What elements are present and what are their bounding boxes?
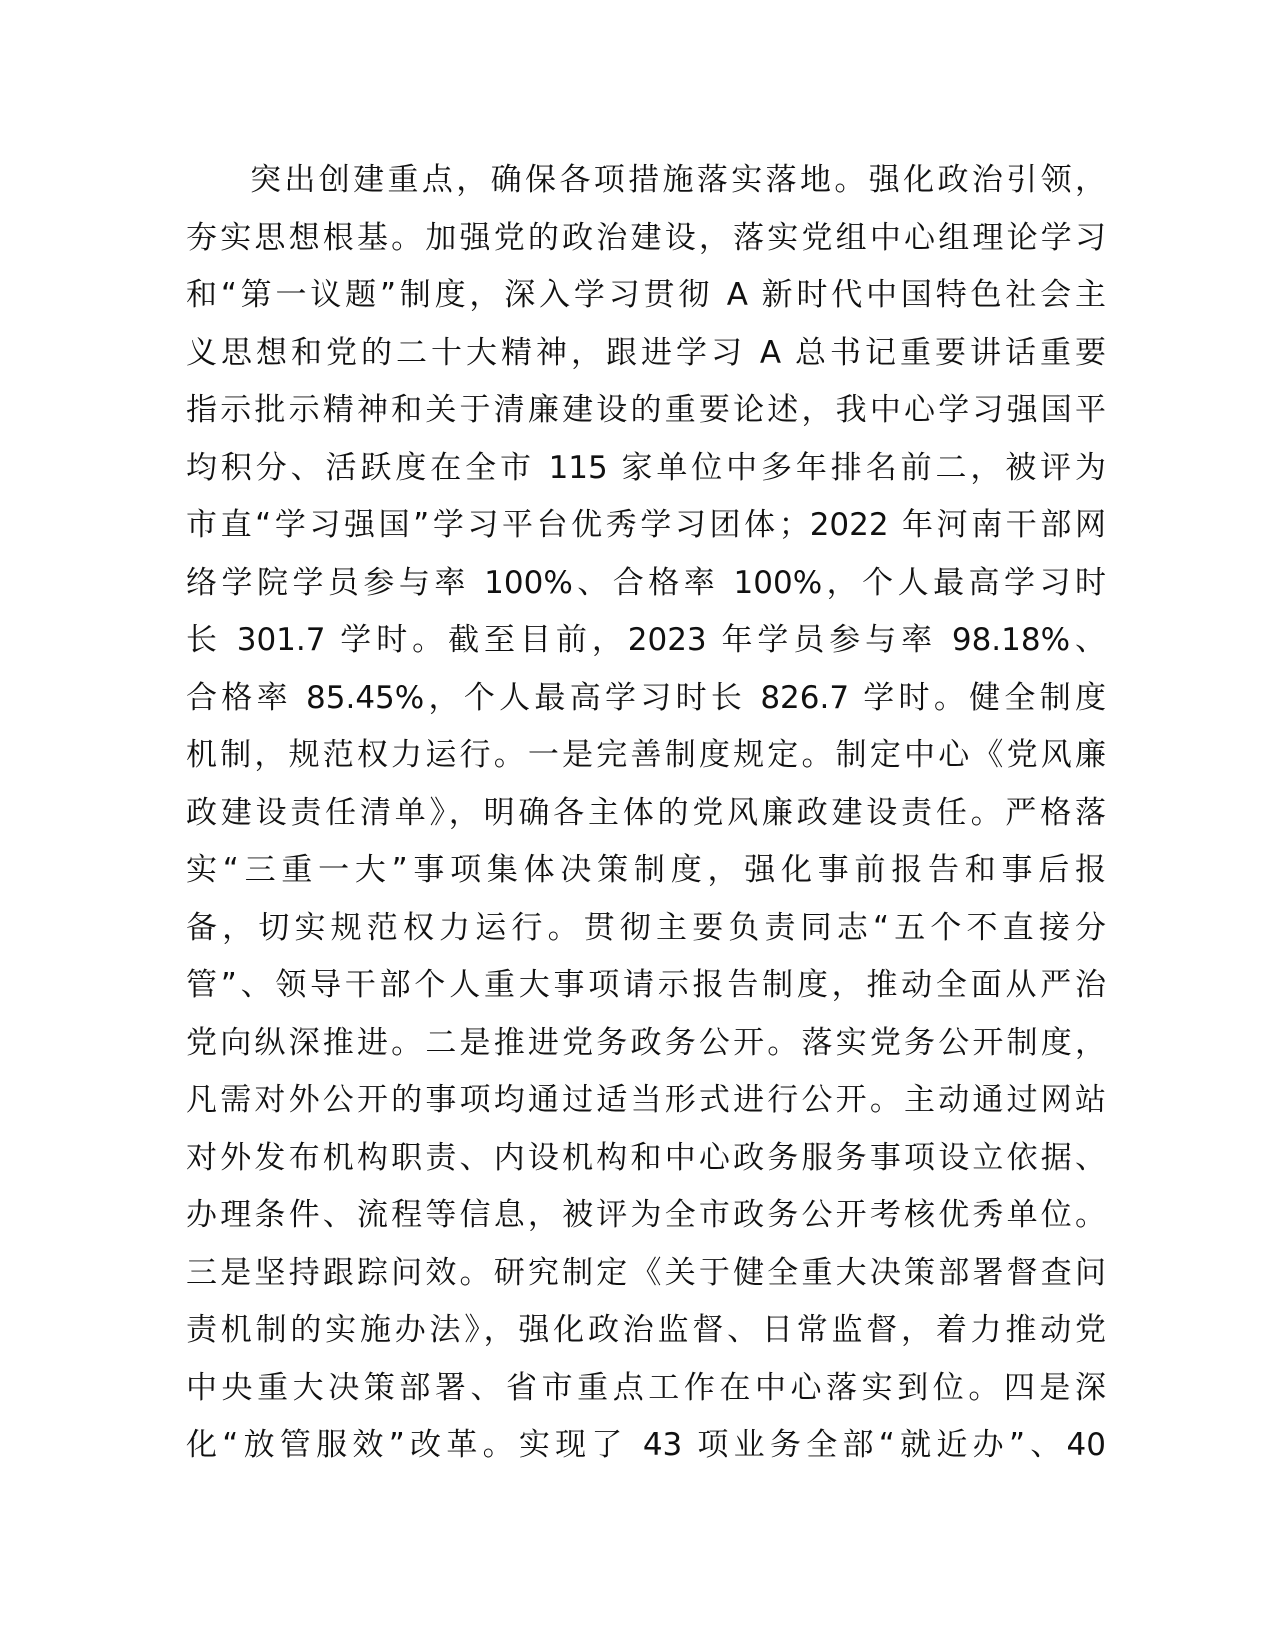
text-line: 政建设责任清单》，明确各主体的党风廉政建设责任。严格落 (186, 794, 1106, 831)
text-line: 凡需对外公开的事项均通过适当形式进行公开。主动通过网站 (186, 1082, 1106, 1118)
text-line: 均积分、活跃度在全市 115 家单位中多年排名前二，被评为 (186, 449, 1106, 486)
text-line: 长 301.7 学时。截至目前，2023 年学员参与率 98.18%、 (186, 622, 1106, 658)
text-line: 指示批示精神和关于清廉建设的重要论述，我中心学习强国平 (186, 392, 1106, 428)
text-line: 机制，规范权力运行。一是完善制度规定。制定中心《党风廉 (186, 737, 1106, 773)
text-line: 义思想和党的二十大精神，跟进学习 A 总书记重要讲话重要 (186, 334, 1106, 371)
text-line: 中央重大决策部署、省市重点工作在中心落实到位。四是深 (186, 1369, 1106, 1406)
text-line: 实“三重一大”事项集体决策制度，强化事前报告和事后报 (186, 852, 1106, 888)
text-line: 办理条件、流程等信息，被评为全市政务公开考核优秀单位。 (186, 1197, 1106, 1233)
text-line: 络学院学员参与率 100%、合格率 100%，个人最高学习时 (186, 564, 1106, 601)
text-line: 备，切实规范权力运行。贯彻主要负责同志“五个不直接分 (186, 909, 1106, 946)
text-line: 突出创建重点，确保各项措施落实落地。强化政治引领， (250, 162, 1106, 198)
text-line: 合格率 85.45%，个人最高学习时长 826.7 学时。健全制度 (186, 679, 1106, 716)
text-line: 市直“学习强国”学习平台优秀学习团体；2022 年河南干部网 (186, 507, 1106, 543)
text-line: 对外发布机构职责、内设机构和中心政务服务事项设立依据、 (186, 1139, 1106, 1176)
text-line: 三是坚持跟踪问效。研究制定《关于健全重大决策部署督查问 (186, 1254, 1106, 1291)
text-line: 夯实思想根基。加强党的政治建设，落实党组中心组理论学习 (186, 219, 1106, 256)
text-line: 管”、领导干部个人重大事项请示报告制度，推动全面从严治 (186, 967, 1106, 1003)
text-line: 党向纵深推进。二是推进党务政务公开。落实党务公开制度， (186, 1024, 1106, 1061)
text-line: 和“第一议题”制度，深入学习贯彻 A 新时代中国特色社会主 (186, 277, 1106, 313)
text-line: 责机制的实施办法》，强化政治监督、日常监督，着力推动党 (186, 1312, 1106, 1348)
body-paragraph (186, 152, 1106, 1475)
text-line: 化“放管服效”改革。实现了 43 项业务全部“就近办”、40 (186, 1427, 1106, 1463)
